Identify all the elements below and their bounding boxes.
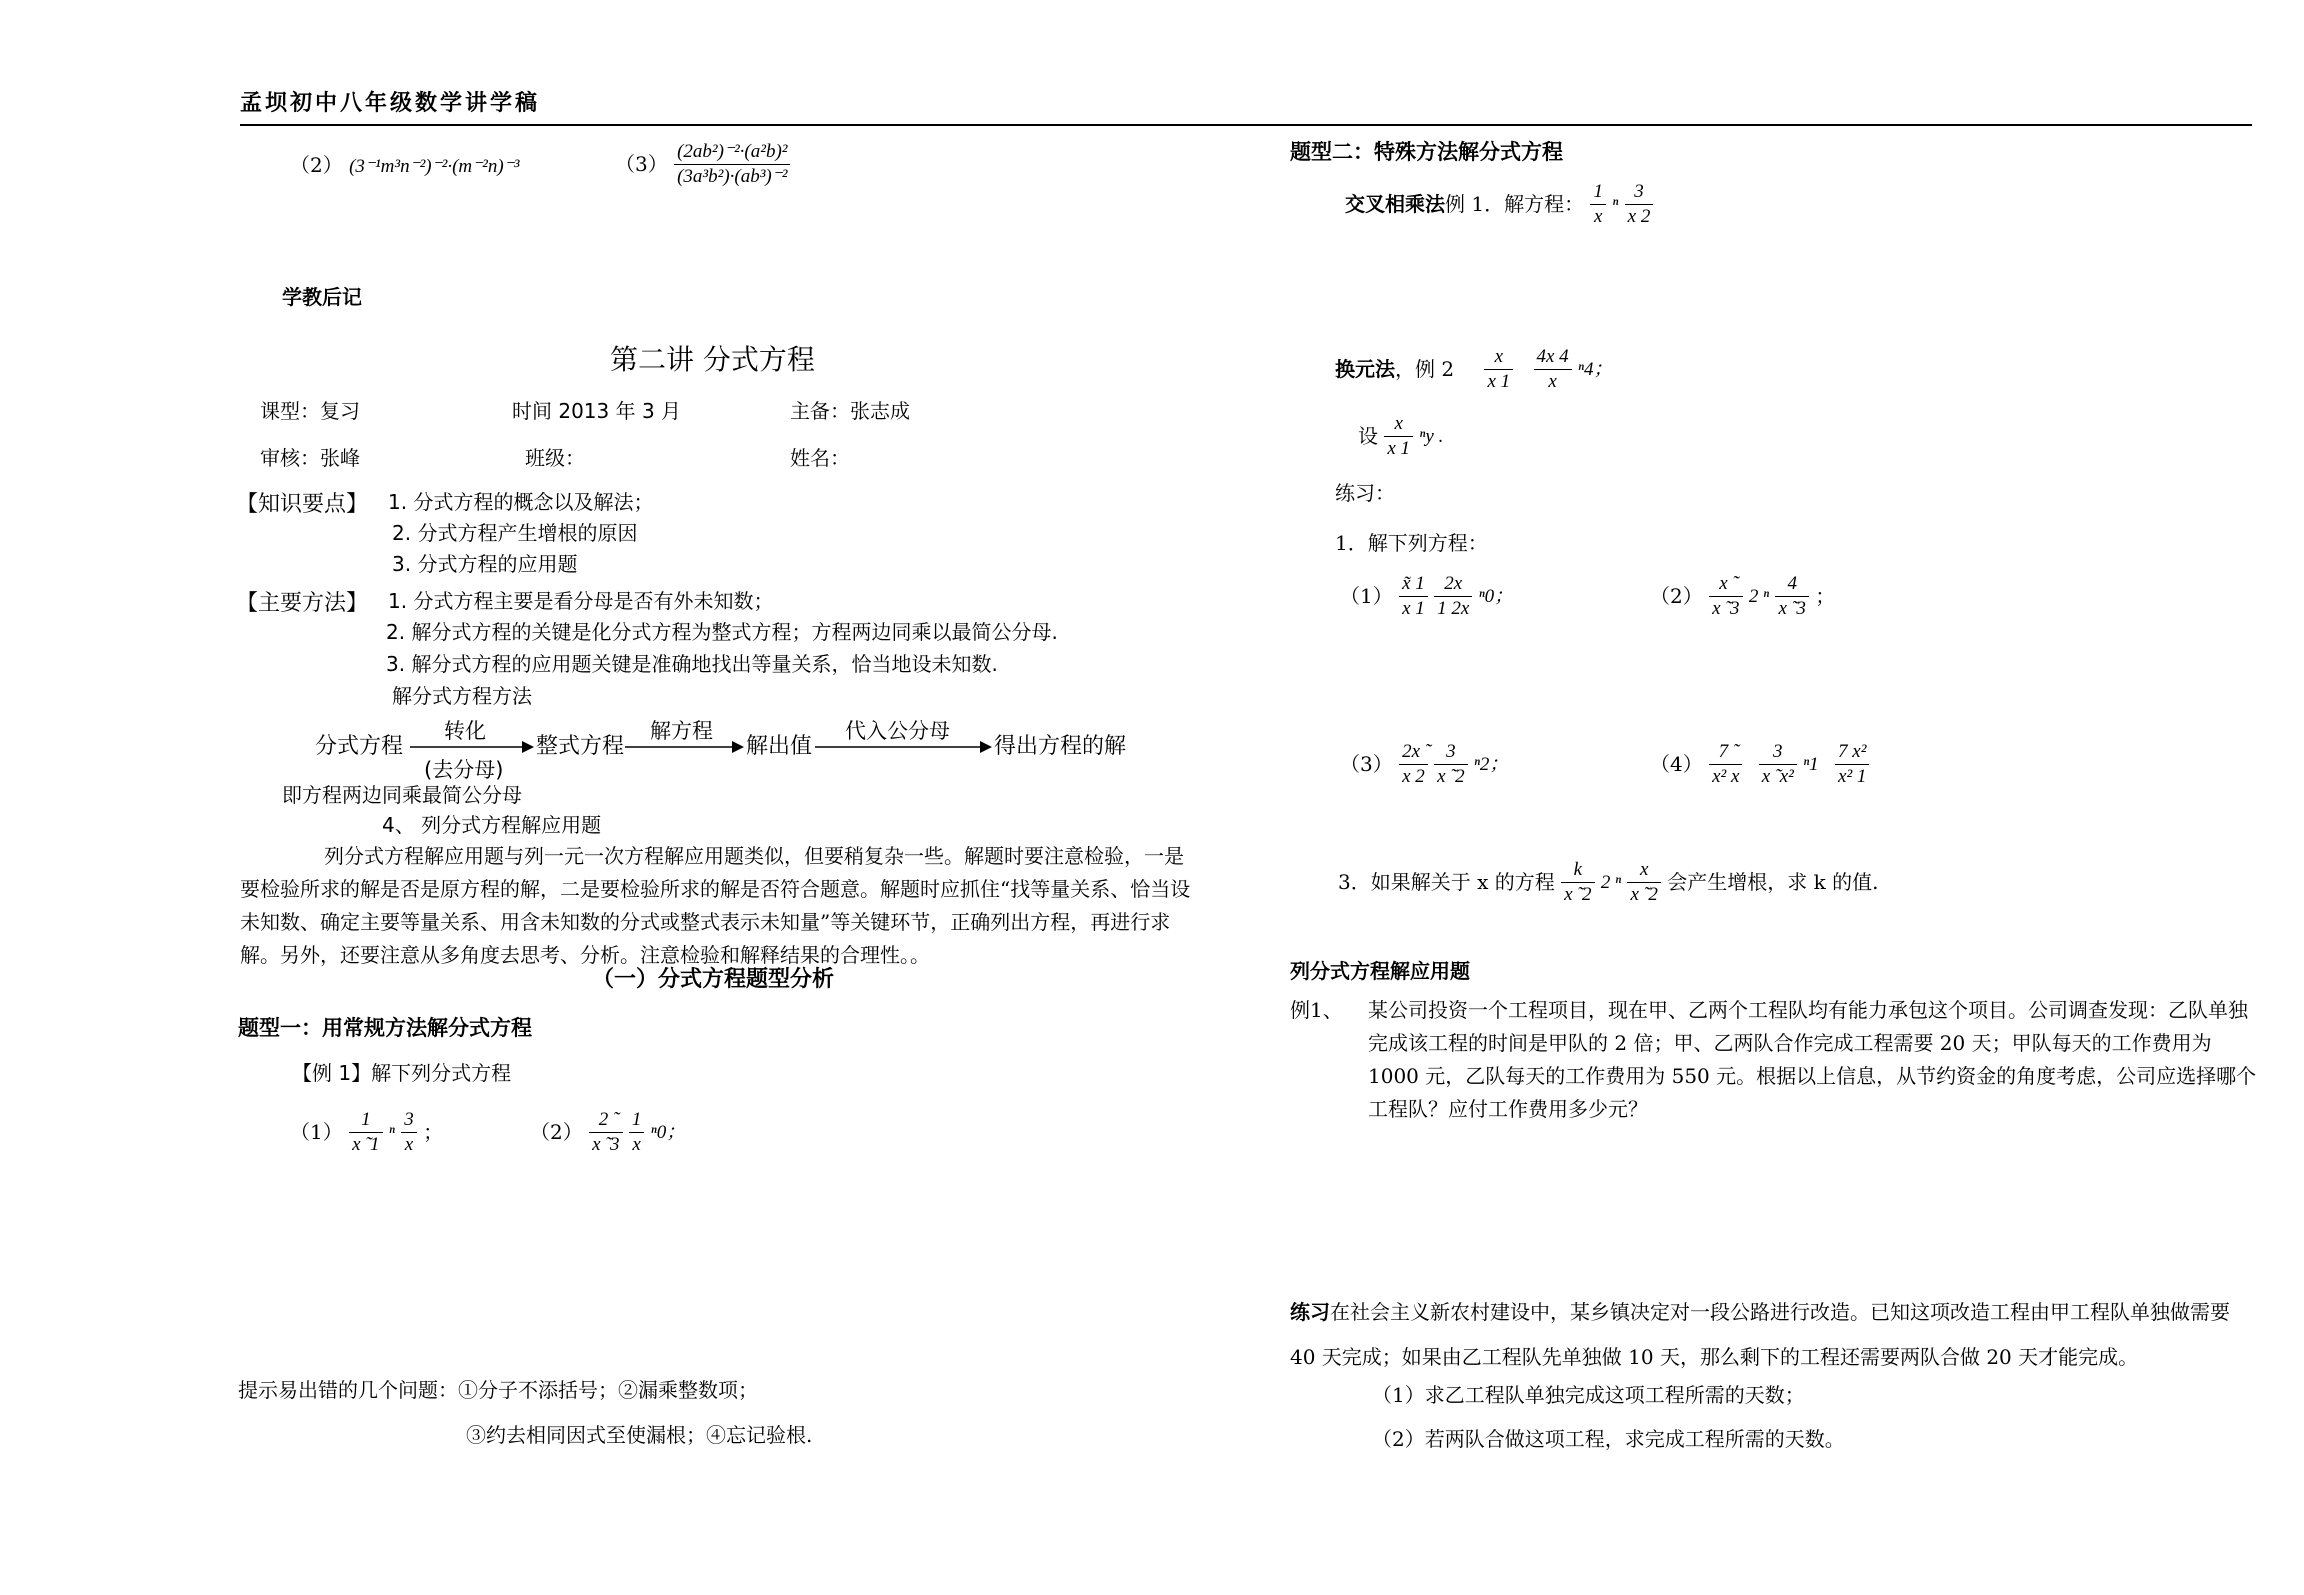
- practice-equation-2-label: （2）: [1650, 584, 1703, 608]
- substitution-label: 换元法: [1335, 357, 1395, 381]
- section-1-heading: （一）分式方程题型分析: [592, 967, 835, 992]
- practice-equation-3-fraction-left: [1399, 740, 1428, 789]
- practice-equation-3-end: ⁿ2；: [1473, 753, 1509, 775]
- equation-1-left-denominator: x ̃ 1: [352, 1134, 380, 1155]
- cross-multiplication-example: [1345, 180, 1653, 229]
- equation-1: [290, 1108, 443, 1157]
- equation-2-end: ⁿ0；: [650, 1121, 686, 1143]
- cross-right-denominator: x 2: [1627, 206, 1651, 227]
- set-denominator: x 1: [1387, 438, 1411, 459]
- set-label: 设: [1358, 424, 1378, 448]
- example-1-text: 某公司投资一个工程项目，现在甲、乙两个工程队均有能力承包这个项目。公司调查发现：乙队单独完成该工程的时间是甲队的 2 倍；甲、乙两队合作完成工程需要 20 天；甲队每天的工作费用为 1000 元，乙队每天的工作费用为 550 元。根据以上信息，从节约资金的角度考虑，公司应选择哪个工程队？应付工作费用多少元？: [1368, 998, 2257, 1121]
- flow-arrowhead-2: [732, 741, 744, 753]
- equation-2-left-numerator: 2 ̃: [589, 1108, 622, 1133]
- question-3-middle: 2 ⁿ: [1600, 871, 1622, 893]
- question-3-fraction-left: [1561, 858, 1594, 907]
- type-1-heading: 题型一：用常规方法解分式方程: [238, 1016, 532, 1040]
- practice-2-left-numerator: x ̃: [1709, 572, 1742, 597]
- practice-equation-4-middle: ⁿ1: [1803, 753, 1819, 775]
- equation-1-label: （1）: [290, 1120, 343, 1144]
- method-item-4: 4、 列分式方程解应用题: [382, 813, 602, 837]
- practice-1-right-numerator: 2x: [1434, 572, 1472, 597]
- exercise-3-denominator: (3a³b²)·(ab³)⁻²: [677, 166, 788, 187]
- substitution-left-denominator: x 1: [1487, 371, 1511, 392]
- flow-node-solve-value: 解出值: [746, 734, 813, 759]
- set-end: ⁿy .: [1419, 425, 1444, 447]
- equation-1-right-denominator: x: [404, 1134, 414, 1155]
- course-type: 课型：复习: [260, 399, 360, 423]
- knowledge-item-3: 3. 分式方程的应用题: [392, 552, 578, 576]
- practice-label: 练习：: [1335, 481, 1395, 505]
- practice-application-label: 练习: [1290, 1300, 1330, 1324]
- practice-4-first-numerator: 7 ̃: [1709, 740, 1742, 765]
- reviewer: 审核：张峰: [260, 446, 360, 470]
- substitution-example: [1335, 345, 1613, 394]
- school-header-title: 孟坝初中八年级数学讲学稿: [240, 90, 541, 116]
- practice-equation-1-fraction-right: [1434, 572, 1472, 621]
- practice-equation-2-fraction-right: [1775, 572, 1808, 621]
- cross-left-denominator: x: [1593, 206, 1603, 227]
- practice-equation-1-end: ⁿ0；: [1478, 585, 1514, 607]
- flow-arrow-1-bottom: (去分母): [424, 758, 504, 782]
- substitution-example-label: ，例 2: [1395, 357, 1455, 381]
- practice-application-question-1: （1）求乙工程队单独完成这项工程所需的天数；: [1372, 1383, 1805, 1407]
- equation-2-right-denominator: x: [632, 1134, 641, 1155]
- exercise-3-label: （3）: [615, 152, 668, 176]
- application-heading: 列分式方程解应用题: [1290, 959, 1470, 983]
- practice-equation-1-label: （1）: [1340, 584, 1393, 608]
- practice-application: [1290, 1290, 2260, 1380]
- substitution-end: ⁿ4；: [1578, 358, 1613, 380]
- question-3-right-numerator: x: [1627, 858, 1660, 883]
- question-3-left-denominator: x ̃ 2: [1564, 884, 1592, 905]
- substitution-right-numerator: 4x 4: [1534, 345, 1572, 370]
- class-field-label: 班级：: [525, 446, 585, 470]
- flow-arrow-1-top: 转化: [444, 719, 486, 743]
- practice-equation-2-end: ；: [1815, 584, 1836, 608]
- practice-equation-4-fraction-3: [1835, 740, 1869, 789]
- knowledge-item-1: 1. 分式方程的概念以及解法；: [388, 490, 654, 514]
- practice-1-instruction: 1．解下列方程：: [1335, 531, 1488, 555]
- cross-operator: ⁿ: [1612, 193, 1619, 215]
- practice-equation-3-label: （3）: [1340, 752, 1393, 776]
- question-3-suffix: 会产生增根，求 k 的值.: [1667, 870, 1879, 894]
- method-item-2: 2. 解分式方程的关键是化分式方程为整式方程；方程两边同乘以最简公分母.: [386, 620, 1058, 644]
- practice-question-3: [1338, 858, 1878, 907]
- question-3-prefix: 3．如果解关于 x 的方程: [1338, 870, 1555, 894]
- exercise-3-fraction: [674, 140, 790, 189]
- practice-4-first-denominator: x² x: [1712, 766, 1740, 787]
- lead-teacher: 主备：张志成: [790, 399, 910, 423]
- practice-2-right-denominator: x ̃ 3: [1778, 598, 1806, 619]
- cross-right-numerator: 3: [1625, 180, 1654, 205]
- knowledge-item-2: 2. 分式方程产生增根的原因: [392, 521, 638, 545]
- practice-equation-1-fraction-left: [1399, 572, 1428, 621]
- practice-3-left-denominator: x 2: [1402, 766, 1425, 787]
- practice-4-third-numerator: 7 x²: [1835, 740, 1869, 765]
- cross-left-numerator: 1: [1590, 180, 1606, 205]
- question-3-right-denominator: x ̃ 2: [1630, 884, 1658, 905]
- equation-1-operator: ⁿ: [388, 1121, 395, 1143]
- example-1-instruction: 【例 1】解下列分式方程: [292, 1061, 512, 1085]
- substitution-fraction-left: [1484, 345, 1513, 394]
- substitution-set: [1358, 412, 1443, 461]
- exercise-3-numerator: (2ab²)⁻²·(a²b)²: [674, 140, 790, 165]
- name-field-label: 姓名：: [790, 446, 850, 470]
- flow-node-integral-equation: 整式方程: [536, 734, 625, 759]
- lecture-time: 时间 2013 年 3 月: [512, 399, 682, 423]
- set-numerator: x: [1384, 412, 1413, 437]
- exercise-2-expression: (3⁻¹m³n⁻²)⁻²·(m⁻²n)⁻³: [349, 156, 520, 177]
- header-rule: [240, 124, 2252, 126]
- practice-equation-4: [1650, 740, 1869, 789]
- practice-equation-1: [1340, 572, 1513, 621]
- main-methods-label: 【主要方法】: [236, 591, 369, 616]
- practice-equation-4-label: （4）: [1650, 752, 1703, 776]
- practice-4-second-numerator: 3: [1759, 740, 1797, 765]
- question-3-fraction-right: [1627, 858, 1660, 907]
- flow-node-equation-solution: 得出方程的解: [994, 734, 1127, 759]
- exercise-2-label: （2）: [290, 153, 343, 177]
- exercise-2: [290, 150, 519, 181]
- method-item-1: 1. 分式方程主要是看分母是否有外未知数；: [388, 589, 774, 613]
- practice-equation-2-fraction-left: [1709, 572, 1742, 621]
- practice-equation-2-middle: 2 ⁿ: [1748, 585, 1770, 607]
- equation-2-label: （2）: [530, 1120, 583, 1144]
- error-hint-line-2: ③约去相同因式至使漏根；④忘记验根.: [466, 1423, 813, 1447]
- practice-equation-3: [1340, 740, 1508, 789]
- set-fraction: [1384, 412, 1413, 461]
- substitution-fraction-right: [1534, 345, 1572, 394]
- practice-3-left-numerator: 2x ̃: [1399, 740, 1428, 765]
- application-paragraph: 列分式方程解应用题与列一元一次方程解应用题类似，但要稍复杂一些。解题时要注意检验，一是要检验所求的解是否是原方程的解，二是要检验所求的解是否符合题意。解题时应抓住“找等量关系、恰当设未知数、确定主要等量关系、用含未知数的分式或整式表示未知量”等关键环节，正确列出方程，再进行求解。另外，还要注意从多角度去思考、分析。注意检验和解释结果的合理性。。: [240, 844, 1191, 967]
- practice-equation-4-fraction-1: [1709, 740, 1742, 789]
- equation-2-fraction-left: [589, 1108, 622, 1157]
- equation-1-left-numerator: 1: [349, 1108, 382, 1133]
- practice-1-left-denominator: x 1: [1402, 598, 1425, 619]
- equation-2-right-numerator: 1: [629, 1108, 645, 1133]
- solution-flow-diagram: [300, 710, 1140, 785]
- question-3-left-numerator: k: [1561, 858, 1594, 883]
- equation-1-fraction-right: [401, 1108, 417, 1157]
- knowledge-points-label: 【知识要点】: [236, 492, 369, 517]
- practice-3-right-denominator: x ̃ 2: [1437, 766, 1465, 787]
- flow-arrow-2-top: 解方程: [650, 719, 713, 743]
- flow-node-fractional-equation: 分式方程: [315, 734, 404, 759]
- example-1-label: 例1、: [1290, 998, 1343, 1022]
- lecture-title: 第二讲 分式方程: [610, 343, 815, 376]
- practice-equation-2: [1650, 572, 1835, 621]
- equation-2: [530, 1108, 685, 1157]
- practice-2-left-denominator: x ̃ 3: [1712, 598, 1740, 619]
- flow-arrow-3-top: 代入公分母: [845, 719, 950, 743]
- cross-example-text: 例 1．解方程：: [1445, 192, 1585, 216]
- flow-arrowhead-1: [522, 741, 534, 753]
- equation-1-right-numerator: 3: [401, 1108, 417, 1133]
- equation-1-end: ；: [423, 1120, 444, 1144]
- practice-3-right-numerator: 3: [1434, 740, 1467, 765]
- flow-arrowhead-3: [980, 741, 992, 753]
- practice-1-left-numerator: x̃ 1: [1399, 572, 1428, 597]
- substitution-left-numerator: x: [1484, 345, 1513, 370]
- flow-note: 即方程两边同乘最简公分母: [282, 783, 522, 807]
- type-2-heading: 题型二：特殊方法解分式方程: [1290, 140, 1563, 164]
- method-flow-title: 解分式方程方法: [392, 684, 532, 708]
- practice-4-second-denominator: x ̃ x²: [1761, 766, 1794, 787]
- practice-equation-3-fraction-right: [1434, 740, 1467, 789]
- method-item-3: 3. 解分式方程的应用题关键是准确地找出等量关系，恰当地设未知数.: [386, 652, 998, 676]
- equation-1-fraction-left: [349, 1108, 382, 1157]
- cross-fraction-left: [1590, 180, 1606, 229]
- cross-fraction-right: [1625, 180, 1654, 229]
- practice-1-right-denominator: 1 2x: [1437, 598, 1470, 619]
- cross-multiplication-label: 交叉相乘法: [1345, 192, 1445, 216]
- practice-application-text: 在社会主义新农村建设中，某乡镇决定对一段公路进行改造。已知这项改造工程由甲工程队单独做需要 40 天完成；如果由乙工程队先单独做 10 天，那么剩下的工程还需要两队合做 20 天才能完成。: [1290, 1300, 2230, 1369]
- practice-2-right-numerator: 4: [1775, 572, 1808, 597]
- substitution-right-denominator: x: [1548, 371, 1557, 392]
- practice-application-question-2: （2）若两队合做这项工程，求完成工程所需的天数。: [1372, 1427, 1845, 1451]
- practice-equation-4-fraction-2: [1759, 740, 1797, 789]
- equation-2-left-denominator: x ̃ 3: [592, 1134, 620, 1155]
- equation-2-fraction-right: [629, 1108, 645, 1157]
- after-class-notes: 学教后记: [282, 285, 362, 309]
- practice-4-third-denominator: x² 1: [1838, 766, 1867, 787]
- exercise-3: [615, 140, 790, 189]
- error-hint-line-1: 提示易出错的几个问题：①分子不添括号；②漏乘整数项；: [238, 1378, 758, 1402]
